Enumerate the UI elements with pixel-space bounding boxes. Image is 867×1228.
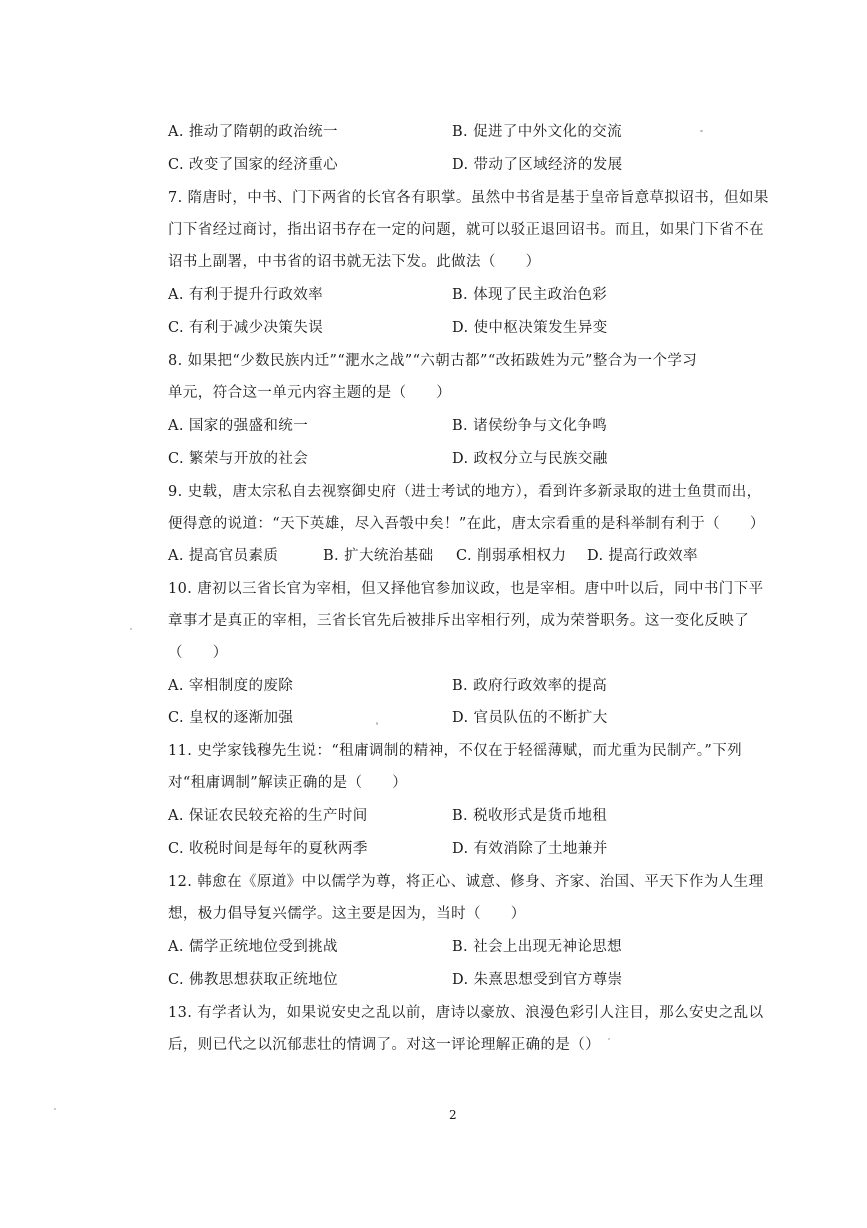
q8-stem-line-1: 8. 如果把“少数民族内迁”“淝水之战”“六朝古都”“改拓跋姓为元”整合为一个学习 [168, 353, 698, 369]
q10-option-d: D. 官员队伍的不断扩大 [452, 710, 608, 726]
q11-option-a: A. 保证农民较充裕的生产时间 [168, 808, 368, 824]
q10-stem-line-3: （ ） [168, 645, 228, 661]
q13-stem-line-2: 后，则已代之以沉郁悲壮的情调了。对这一评论理解正确的是（） [168, 1037, 601, 1053]
q8-option-d: D. 政权分立与民族交融 [452, 451, 608, 467]
q12-option-a: A. 儒学正统地位受到挑战 [168, 939, 338, 955]
q11-stem-line-1: 11. 史学家钱穆先生说：“租庸调制的精神，不仅在于轻徭薄赋，而尤重为民制产。”下列 [168, 743, 743, 759]
q6-option-d: D. 带动了区域经济的发展 [452, 157, 623, 173]
page-number: 2 [449, 1108, 457, 1122]
scan-speck [700, 130, 703, 132]
q11-stem-line-2: 对“租庸调制”解读正确的是（ ） [168, 775, 408, 791]
q8-option-b: B. 诸侯纷争与文化争鸣 [452, 418, 608, 434]
q12-stem-line-2: 想，极力倡导复兴儒学。这主要是因为，当时（ ） [168, 906, 526, 922]
q10-option-b: B. 政府行政效率的提高 [452, 678, 608, 694]
q8-option-c: C. 繁荣与开放的社会 [168, 451, 309, 467]
q7-option-b: B. 体现了民主政治色彩 [452, 287, 608, 303]
q12-option-c: C. 佛教思想获取正统地位 [168, 972, 338, 988]
q12-option-b: B. 社会上出现无神论思想 [452, 939, 623, 955]
q8-option-a: A. 国家的强盛和统一 [168, 418, 309, 434]
q7-stem-line-2: 门下省经过商讨，指出诏书存在一定的问题，就可以驳正退回诏书。而且，如果门下省不在 [168, 222, 764, 238]
q6-option-c: C. 改变了国家的经济重心 [168, 157, 338, 173]
q10-option-a: A. 宰相制度的废除 [168, 678, 294, 694]
q11-option-c: C. 收税时间是每年的夏秋两季 [168, 841, 368, 857]
q10-option-c: C. 皇权的逐渐加强 [168, 710, 294, 726]
scan-speck [376, 722, 378, 725]
q9-option-d: D. 提高行政效率 [587, 548, 698, 564]
q9-stem-line-1: 9. 史载，唐太宗私自去视察御史府（进士考试的地方），看到许多新录取的进士鱼贯而出， [168, 484, 762, 500]
q9-option-b: B. 扩大统治基础 [323, 548, 434, 564]
q6-option-a: A. 推动了隋朝的政治统一 [168, 124, 338, 140]
q8-stem-line-2: 单元，符合这一单元内容主题的是（ ） [168, 385, 452, 401]
q9-stem-line-2: 便得意的说道：“天下英雄，尽入吾彀中矣！”在此，唐太宗看重的是科举制有利于（ ） [168, 516, 765, 532]
scan-speck [608, 1038, 610, 1040]
q12-option-d: D. 朱熹思想受到官方尊崇 [452, 972, 623, 988]
q10-stem-line-2: 章事才是真正的宰相，三省长官先后被排斥出宰相行列，成为荣誉职务。这一变化反映了 [168, 613, 750, 629]
scan-speck [54, 1108, 56, 1110]
q7-option-c: C. 有利于减少决策失误 [168, 320, 324, 336]
q7-stem-line-3: 诏书上副署，中书省的诏书就无法下发。此做法（ ） [168, 254, 541, 270]
q11-option-b: B. 税收形式是货币地租 [452, 808, 608, 824]
q7-option-d: D. 使中枢决策发生异变 [452, 320, 608, 336]
q6-option-b: B. 促进了中外文化的交流 [452, 124, 623, 140]
q12-stem-line-1: 12. 韩愈在《原道》中以儒学为尊，将正心、诚意、修身、齐家、治国、平天下作为人生理 [168, 874, 764, 890]
q7-option-a: A. 有利于提升行政效率 [168, 287, 323, 303]
q10-stem-line-1: 10. 唐初以三省长官为宰相，但又择他官参加议政，也是宰相。唐中叶以后，同中书门下平 [168, 581, 764, 597]
q13-stem-line-1: 13. 有学者认为，如果说安史之乱以前，唐诗以豪放、浪漫色彩引人注目，那么安史之乱以 [168, 1005, 764, 1021]
q9-option-c: C. 削弱承相权力 [456, 548, 567, 564]
q9-option-a: A. 提高官员素质 [168, 548, 279, 564]
q7-stem-line-1: 7. 隋唐时，中书、门下两省的长官各有职掌。虽然中书省是基于皇帝旨意草拟诏书，但如果 [168, 190, 769, 206]
scan-speck [130, 628, 132, 630]
q11-option-d: D. 有效消除了土地兼并 [452, 841, 608, 857]
